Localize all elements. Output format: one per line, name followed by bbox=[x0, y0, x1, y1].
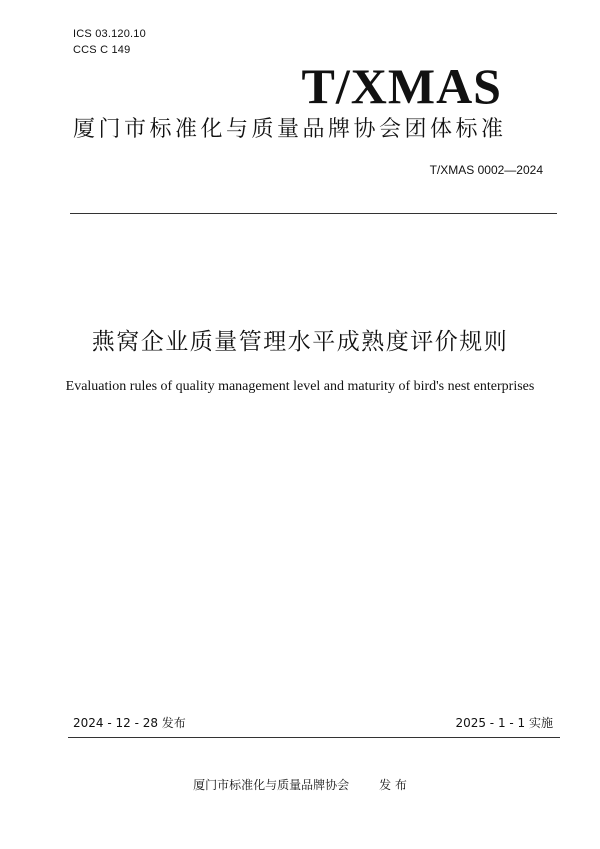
standard-number: T/XMAS 0002—2024 bbox=[429, 163, 543, 177]
issue-date: 2024 - 12 - 28 发布 bbox=[73, 716, 186, 730]
top-divider bbox=[70, 213, 557, 214]
publisher-name: 厦门市标准化与质量品牌协会 bbox=[193, 778, 350, 792]
organization-title: 厦门市标准化与质量品牌协会团体标准 bbox=[73, 117, 507, 142]
standard-logo: T/XMAS bbox=[301, 58, 502, 114]
document-title-chinese: 燕窝企业质量管理水平成熟度评价规则 bbox=[91, 329, 509, 355]
document-title-english: Evaluation rules of quality management level and maturity of bird's nest enterprises bbox=[65, 379, 535, 394]
publisher-line bbox=[0, 776, 600, 794]
ics-code: ICS 03.120.10 bbox=[73, 28, 146, 40]
implementation-date: 2025 - 1 - 1 实施 bbox=[455, 716, 553, 730]
ccs-code: CCS C 149 bbox=[73, 44, 131, 56]
publish-label: 发 布 bbox=[379, 778, 407, 792]
bottom-divider bbox=[68, 737, 560, 738]
